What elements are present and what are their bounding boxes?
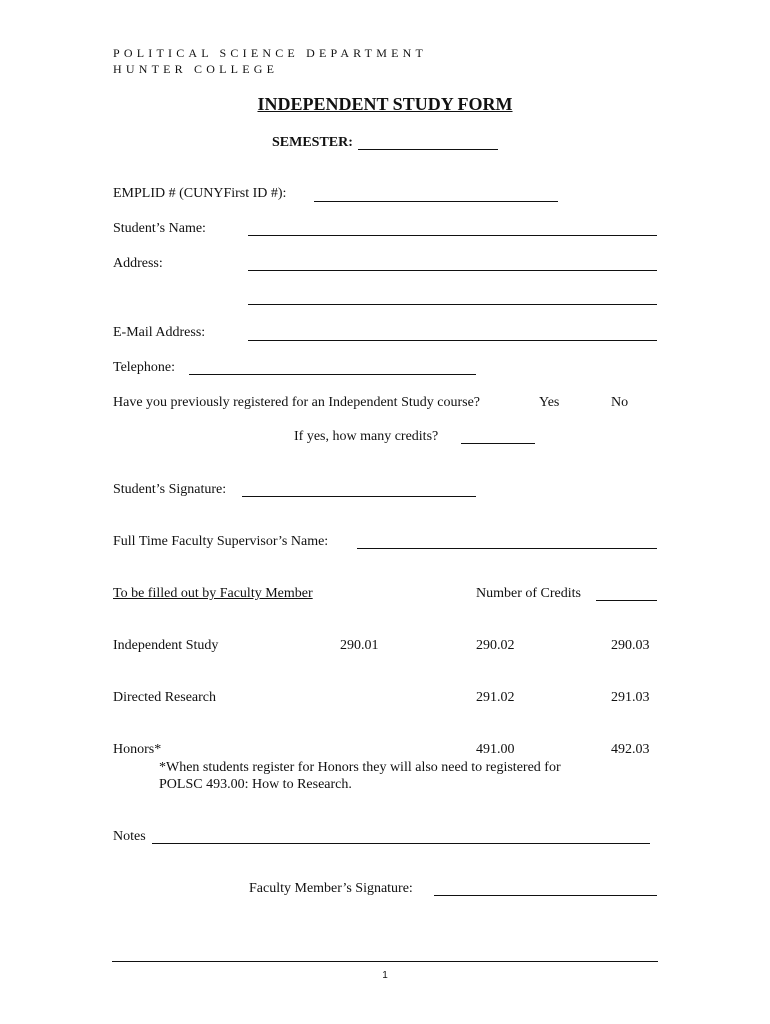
course-name-independent-study: Independent Study bbox=[113, 638, 219, 653]
credits-question: If yes, how many credits? bbox=[294, 429, 439, 444]
email-label: E-Mail Address: bbox=[113, 325, 206, 340]
address-field-line-1[interactable] bbox=[248, 270, 657, 271]
telephone-label: Telephone: bbox=[113, 360, 175, 375]
footer-divider bbox=[112, 961, 658, 962]
college-name: HUNTER COLLEGE bbox=[113, 62, 279, 76]
notes-label: Notes bbox=[113, 829, 146, 844]
credits-count-label: Number of Credits bbox=[476, 586, 581, 601]
course-code-291-03: 291.03 bbox=[611, 690, 650, 705]
student-name-field[interactable] bbox=[248, 235, 657, 236]
student-signature-field[interactable] bbox=[242, 496, 476, 497]
faculty-section-heading: To be filled out by Faculty Member bbox=[113, 586, 313, 601]
course-code-290-01: 290.01 bbox=[340, 638, 379, 653]
notes-field[interactable] bbox=[152, 843, 650, 844]
course-code-492-03: 492.03 bbox=[611, 742, 650, 757]
course-name-directed-research: Directed Research bbox=[113, 690, 216, 705]
email-field[interactable] bbox=[248, 340, 657, 341]
course-code-491-00: 491.00 bbox=[476, 742, 515, 757]
supervisor-name-label: Full Time Faculty Supervisor’s Name: bbox=[113, 534, 329, 549]
page-number: 1 bbox=[382, 970, 388, 981]
yes-option[interactable]: Yes bbox=[539, 395, 560, 410]
semester-label: SEMESTER: bbox=[272, 135, 353, 150]
student-name-label: Student’s Name: bbox=[113, 221, 206, 236]
faculty-signature-field[interactable] bbox=[434, 895, 657, 896]
form-title: INDEPENDENT STUDY FORM bbox=[257, 94, 513, 114]
credits-count-field[interactable] bbox=[596, 600, 657, 601]
previous-registration-question: Have you previously registered for an Independent Study course? bbox=[113, 395, 480, 410]
faculty-signature-label: Faculty Member’s Signature: bbox=[249, 881, 413, 896]
course-name-honors: Honors* bbox=[113, 742, 162, 757]
no-option[interactable]: No bbox=[611, 395, 629, 410]
honors-note-line-2: POLSC 493.00: How to Research. bbox=[159, 777, 352, 792]
semester-field[interactable] bbox=[358, 149, 498, 150]
telephone-field[interactable] bbox=[189, 374, 476, 375]
credits-field[interactable] bbox=[461, 443, 535, 444]
course-code-290-02: 290.02 bbox=[476, 638, 515, 653]
student-signature-label: Student’s Signature: bbox=[113, 482, 227, 497]
supervisor-name-field[interactable] bbox=[357, 548, 657, 549]
department-name: POLITICAL SCIENCE DEPARTMENT bbox=[113, 46, 427, 60]
emplid-field[interactable] bbox=[314, 201, 558, 202]
course-code-291-02: 291.02 bbox=[476, 690, 515, 705]
honors-note-line-1: *When students register for Honors they will also need to registered for bbox=[159, 760, 561, 775]
address-label: Address: bbox=[113, 256, 163, 271]
address-field-line-2[interactable] bbox=[248, 304, 657, 305]
course-code-290-03: 290.03 bbox=[611, 638, 650, 653]
emplid-label: EMPLID # (CUNYFirst ID #): bbox=[113, 186, 287, 201]
